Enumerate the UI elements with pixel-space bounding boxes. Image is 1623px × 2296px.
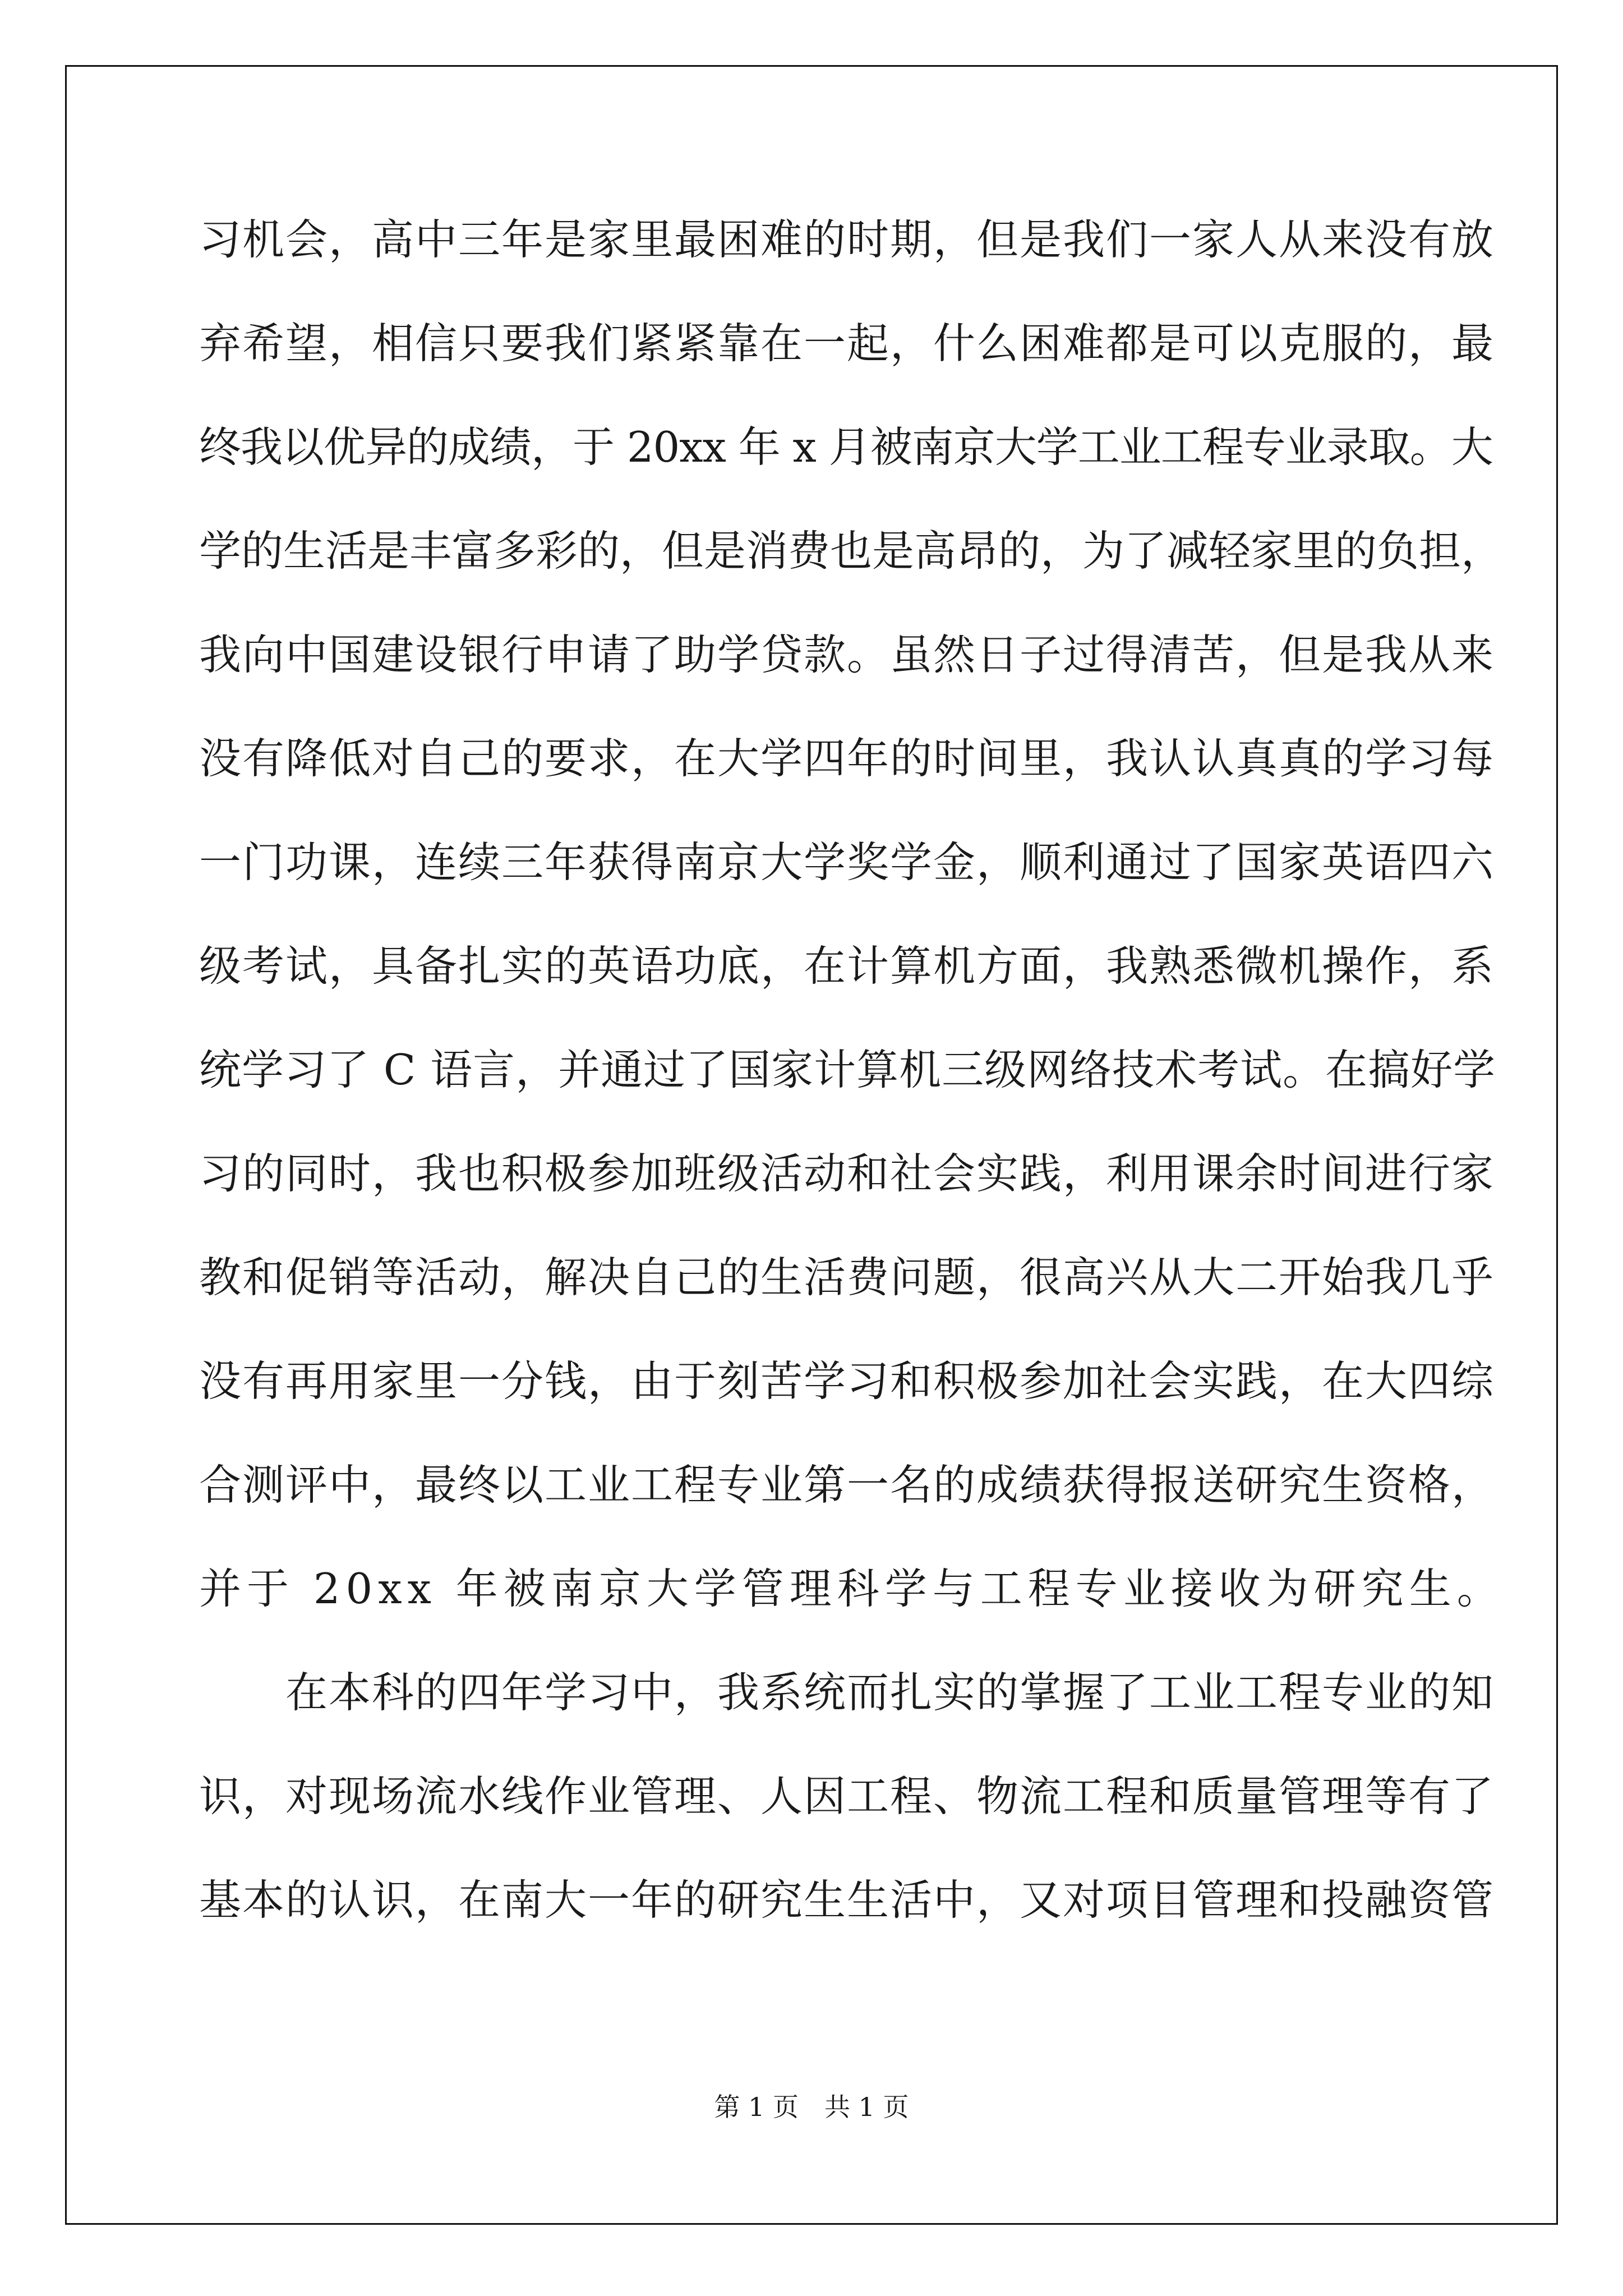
text-line: 我向中国建设银行申请了助学贷款。虽然日子过得清苦，但是我从来 (199, 630, 1495, 679)
text-line: 没有降低对自己的要求，在大学四年的时间里，我认认真真的学习每 (199, 734, 1495, 783)
text-line: 在本科的四年学习中，我系统而扎实的掌握了工业工程专业的知 (199, 1668, 1495, 1717)
text-line: 统学习了 C 语言，并通过了国家计算机三级网络技术考试。在搞好学 (199, 1045, 1496, 1094)
text-line: 没有再用家里一分钱，由于刻苦学习和积极参加社会实践，在大四综 (199, 1356, 1495, 1406)
page-footer: 第 1 页 共 1 页 (714, 2092, 909, 2122)
text-line: 学的生活是丰富多彩的，但是消费也是高昂的，为了减轻家里的负担， (199, 526, 1504, 576)
text-line: 并于 20xx 年被南京大学管理科学与工程专业接收为研究生。 (199, 1564, 1505, 1613)
text-line: 习的同时，我也积极参加班级活动和社会实践，利用课余时间进行家 (199, 1149, 1495, 1198)
text-line: 习机会，高中三年是家里最困难的时期，但是我们一家人从来没有放 (199, 215, 1495, 264)
text-line: 一门功课，连续三年获得南京大学奖学金，顺利通过了国家英语四六 (199, 838, 1495, 887)
text-line: 弃希望，相信只要我们紧紧靠在一起，什么困难都是可以克服的，最 (199, 319, 1495, 368)
text-line: 终我以优异的成绩，于 20xx 年 x 月被南京大学工业工程专业录取。大 (199, 422, 1493, 472)
text-line: 识，对现场流水线作业管理、人因工程、物流工程和质量管理等有了 (199, 1772, 1495, 1821)
text-line: 合测评中，最终以工业工程专业第一名的成绩获得报送研究生资格， (199, 1460, 1495, 1510)
text-line: 级考试，具备扎实的英语功底，在计算机方面，我熟悉微机操作，系 (199, 941, 1495, 991)
text-line: 教和促销等活动，解决自己的生活费问题，很高兴从大二开始我几乎 (199, 1253, 1495, 1302)
text-line: 基本的认识，在南大一年的研究生生活中，又对项目管理和投融资管 (199, 1875, 1495, 1925)
